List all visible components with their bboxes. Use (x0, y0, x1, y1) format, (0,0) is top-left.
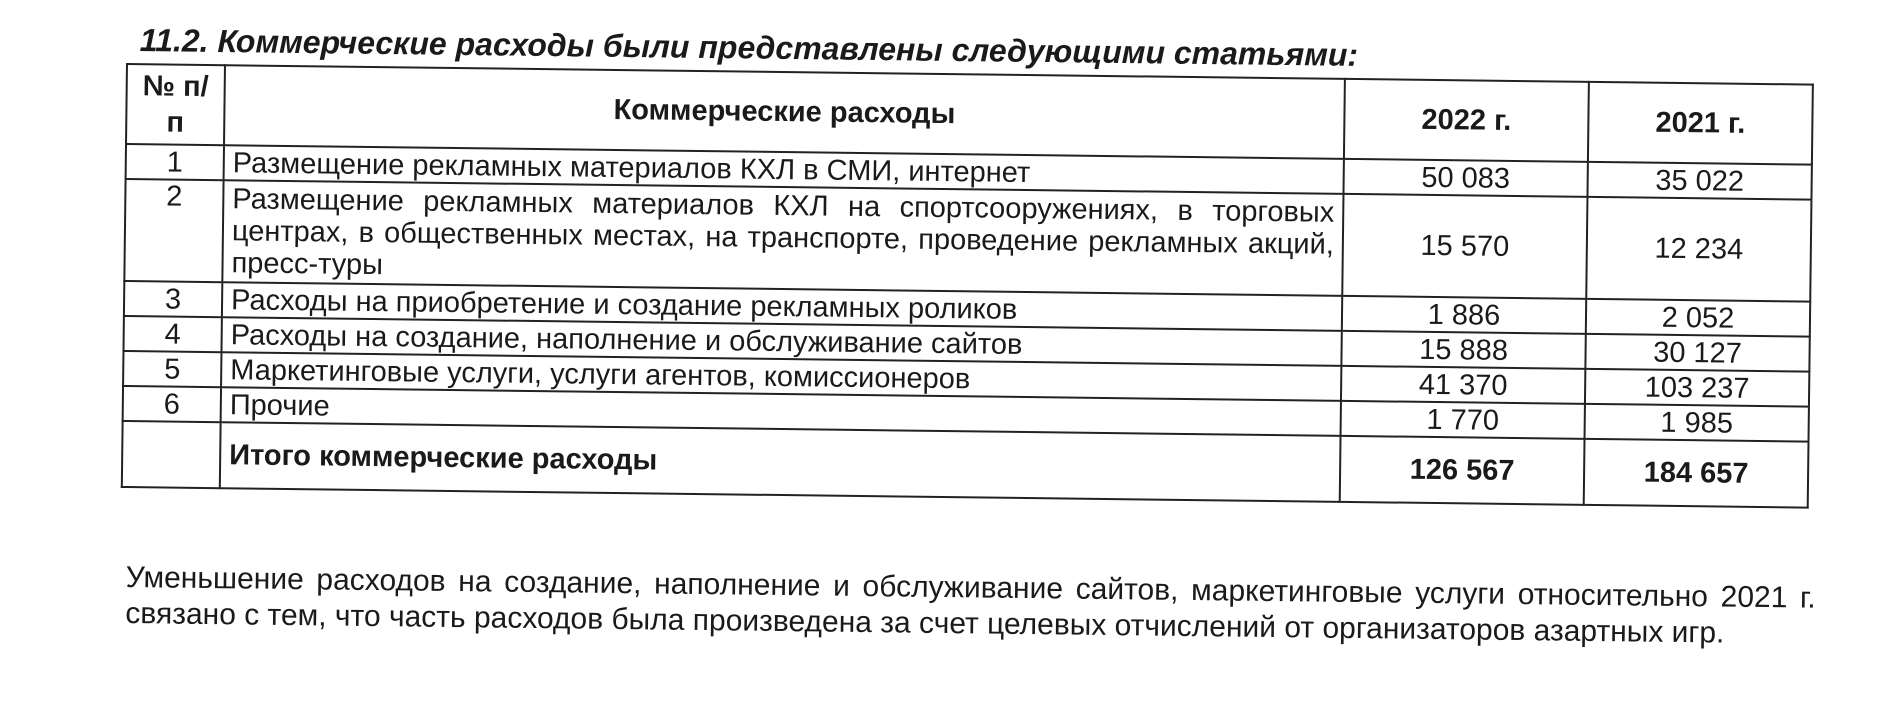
row-number: 3 (124, 281, 222, 317)
row-expense-name: Размещение рекламных материалов КХЛ в СМИ, интернет (224, 145, 1344, 194)
total-value-2021: 184 657 (1584, 439, 1809, 508)
header-year-2022: 2022 г. (1344, 79, 1589, 162)
row-number: 5 (123, 351, 221, 387)
row-value-2021: 2 052 (1586, 299, 1810, 337)
row-number: 2 (124, 179, 223, 282)
row-value-2021: 12 234 (1586, 197, 1811, 302)
explanatory-note: Уменьшение расходов на создание, наполнение и обслуживание сайтов, маркетинговые услуги относительно 2021 г. связано с тем, что часть расходов была произведена за счет целевых отчислений от организаторов азартных игр. (125, 560, 1816, 650)
row-value-2021: 35 022 (1587, 162, 1811, 200)
section-heading: 11.2. Коммерческие расходы были представлены следующими статьями: (139, 22, 1359, 73)
row-number: 4 (123, 316, 221, 352)
row-value-2022: 15 888 (1341, 331, 1585, 369)
row-expense-name: Размещение рекламных материалов КХЛ на спортсооружениях, в торговых центрах, в общественных местах, на транспорте, проведение рекламных акций, пресс-туры (222, 180, 1343, 296)
row-number: 1 (126, 144, 224, 180)
total-label: Итого коммерческие расходы (220, 422, 1341, 502)
row-value-2022: 1 770 (1341, 401, 1585, 439)
header-expense-name: Коммерческие расходы (224, 65, 1345, 159)
header-number: № п/п (126, 64, 225, 145)
header-year-2021: 2021 г. (1588, 82, 1813, 165)
row-expense-name: Прочие (221, 387, 1341, 436)
row-value-2021: 1 985 (1585, 404, 1809, 442)
row-value-2022: 1 886 (1342, 296, 1586, 334)
row-expense-name: Расходы на приобретение и создание рекламных роликов (222, 282, 1342, 331)
row-expense-name: Расходы на создание, наполнение и обслуживание сайтов (221, 317, 1341, 366)
row-expense-name: Маркетинговые услуги, услуги агентов, комиссионеров (221, 352, 1341, 401)
row-value-2021: 103 237 (1585, 369, 1809, 407)
row-value-2022: 41 370 (1341, 366, 1585, 404)
row-value-2022: 50 083 (1343, 159, 1587, 197)
row-value-2022: 15 570 (1342, 194, 1587, 299)
row-value-2021: 30 127 (1585, 334, 1809, 372)
total-number (122, 421, 221, 488)
row-number: 6 (123, 386, 221, 422)
total-value-2022: 126 567 (1340, 436, 1585, 505)
commercial-expenses-table (121, 63, 1814, 509)
